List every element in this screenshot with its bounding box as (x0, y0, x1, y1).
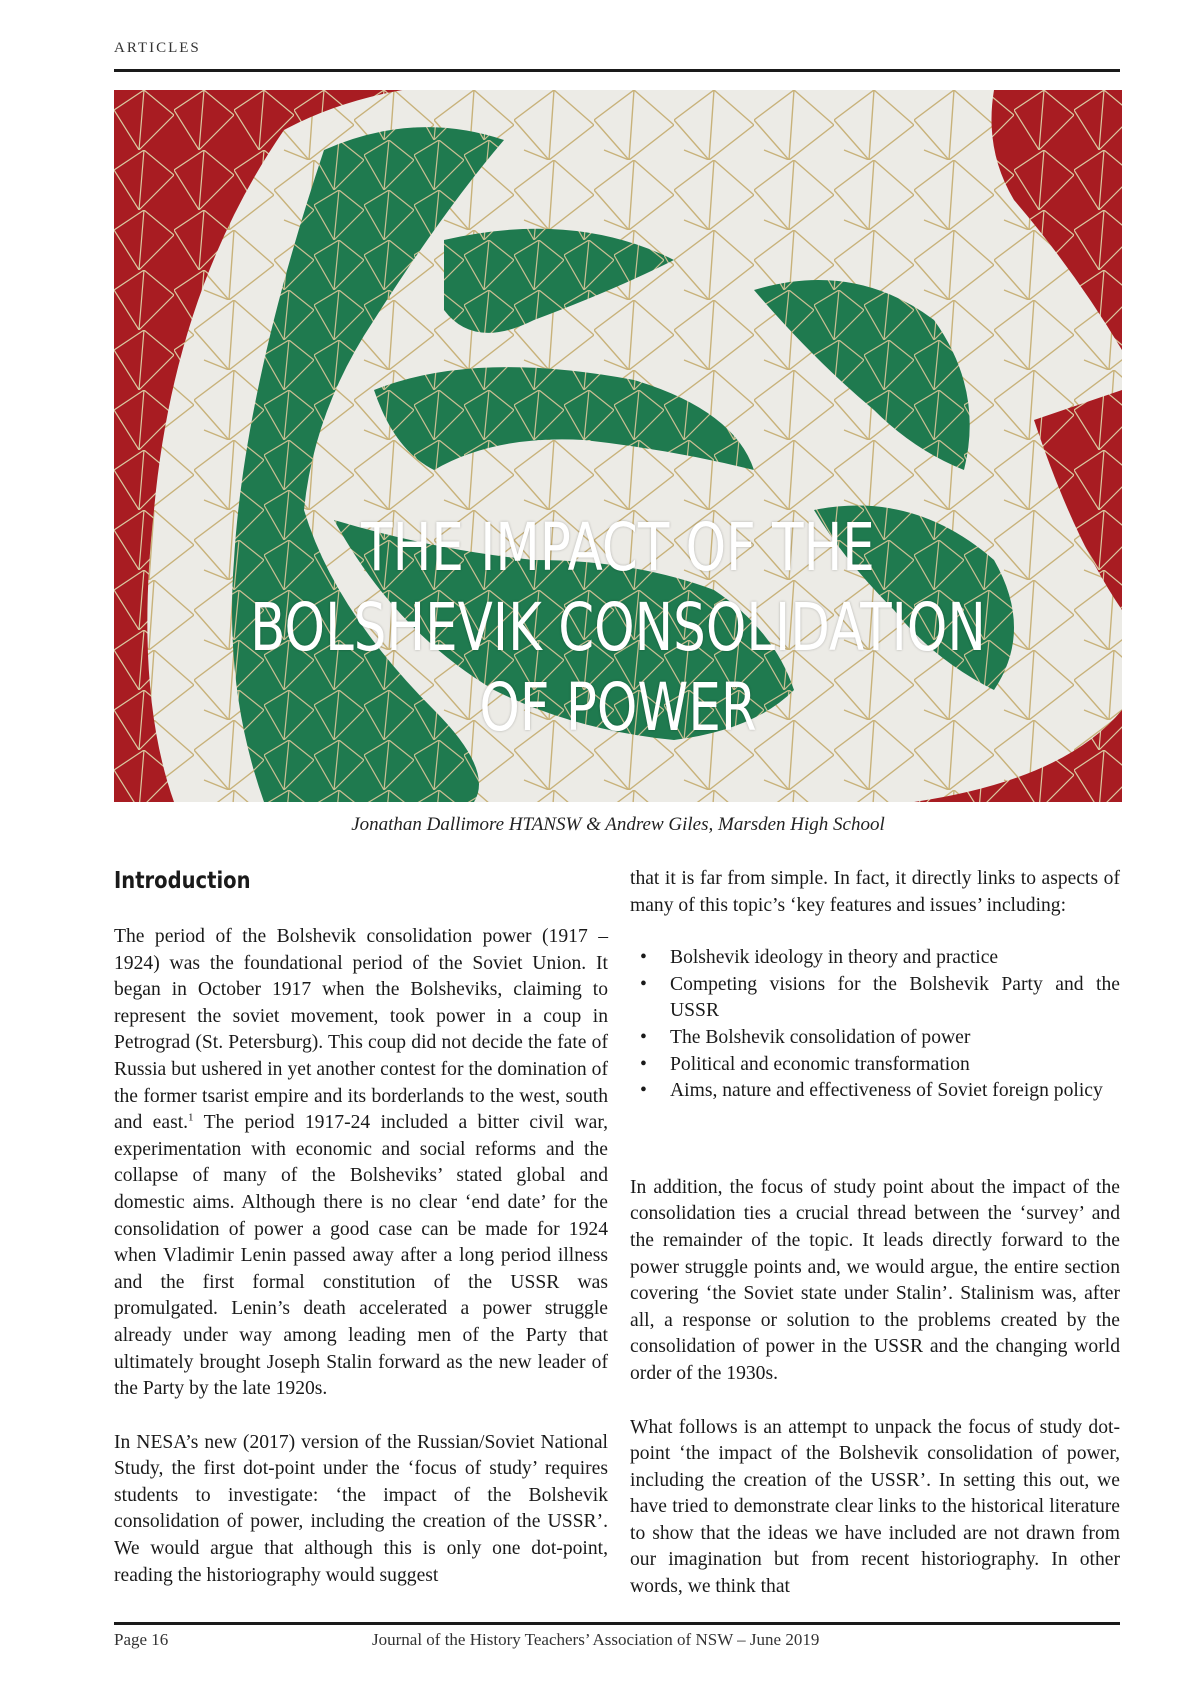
article-title (225, 508, 1011, 748)
paragraph-text-continued: The period 1917-24 included a bitter civil war, experimentation with economic and social reforms and the collapse of many of the Bolsheviks’ stated global and domestic aims. Although there is no clear ‘end date’ for the consolidation of power a good case can be made for 1924 when Vladimir Lenin passed away after a long period illness and the first formal constitution of the USSR was promulgated. Lenin’s death accelerated a power struggle already under way among leading men of the Party that ultimately brought Joseph Stalin forward as the new leader of the Party by the late 1920s. (114, 1112, 608, 1400)
list-item (630, 945, 1120, 972)
hero-image (114, 90, 1122, 802)
left-column (114, 866, 608, 1589)
bullet-icon: • (640, 1053, 647, 1075)
bottom-rule (114, 1622, 1120, 1625)
list-item-text: Bolshevik ideology in theory and practice (670, 947, 999, 969)
list-item-text: Aims, nature and effectiveness of Soviet foreign policy (670, 1080, 1103, 1102)
intro-paragraph-2: In NESA’s new (2017) version of the Russian/Soviet National Study, the first dot-point under the ‘focus of study’ requires students to investigate: ‘the impact of the Bolshevik consolidation of power, including the creation of the USSR’. We would argue that although this is only one dot-point, reading the historiography would suggest (114, 1431, 608, 1586)
list-item-text: Political and economic transformation (670, 1053, 970, 1075)
list-item-text: Competing visions for the Bolshevik Party and the USSR (670, 973, 1120, 1022)
right-paragraph-2: In addition, the focus of study point about the impact of the consolidation ties a crucial thread between the ‘survey’ and the remainder of the topic. It leads directly forward to the power struggle points and, we would argue, the entire section covering ‘the Soviet state under Stalin’. Stalinism was, after all, a response or solution to the problems created by the consolidation of power in the USSR and the changing world order of the 1930s. (630, 1176, 1120, 1384)
title-line-3: OF POWER (479, 669, 757, 746)
section-heading: Introduction (114, 868, 251, 894)
bullet-icon: • (640, 973, 647, 995)
bullet-icon: • (640, 947, 647, 969)
title-line-2: BOLSHEVIK CONSOLIDATION (250, 589, 986, 666)
journal-name: Journal of the History Teachers’ Association of NSW – June 2019 (372, 1630, 820, 1649)
list-item (630, 972, 1120, 1025)
paragraph-text: The period of the Bolshevik consolidation power (1917 – 1924) was the foundational period of the Soviet Union. It began in October 1917 when the Bolsheviks, claiming to represent the soviet movement, took power in a coup in Petrograd (St. Petersburg). This coup did not decide the fate of Russia but ushered in yet another contest for the domination of the former tsarist empire and its borderlands to the west, south and east. (114, 926, 608, 1134)
intro-paragraph-1 (114, 924, 608, 1403)
footnote-marker[interactable]: 1 (188, 1111, 194, 1124)
right-paragraph-1: that it is far from simple. In fact, it directly links to aspects of many of this topic’s ‘key features and issues’ including: (630, 868, 1120, 916)
section-label: ARTICLES (114, 40, 201, 56)
page-number: Page 16 (114, 1630, 169, 1649)
list-item-text: The Bolshevik consolidation of power (670, 1026, 971, 1048)
list-item (630, 1025, 1120, 1052)
bullet-icon: • (640, 1080, 647, 1102)
top-rule (114, 69, 1120, 72)
right-column (630, 866, 1120, 1601)
bullet-icon: • (640, 1026, 647, 1048)
right-paragraph-3: What follows is an attempt to unpack the focus of study dot-point ‘the impact of the Bolshevik consolidation of power, including the creation of the USSR’. In setting this out, we have tried to demonstrate clear links to the historical literature to show that the ideas we have included are not drawn from our imagination but from recent historiography. In other words, we think that (630, 1416, 1120, 1598)
key-features-list (630, 945, 1120, 1105)
list-item (630, 1078, 1120, 1105)
byline: Jonathan Dallimore HTANSW & Andrew Giles, Marsden High School (351, 814, 885, 835)
title-line-1: THE IMPACT OF THE (361, 509, 875, 586)
list-item (630, 1052, 1120, 1079)
